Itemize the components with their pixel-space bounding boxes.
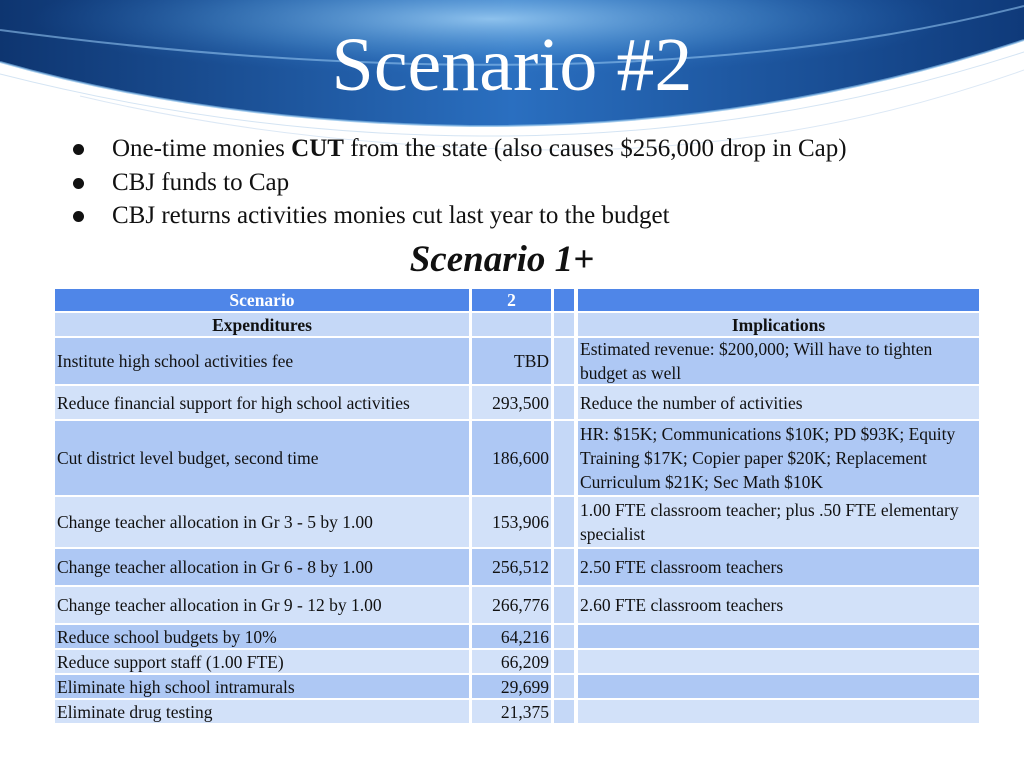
row-spacer — [554, 386, 574, 419]
table-header-row — [55, 289, 979, 311]
row-implication: Estimated revenue: $200,000; Will have to tighten budget as well — [578, 338, 979, 384]
row-spacer — [554, 338, 574, 384]
bullet-item — [68, 132, 998, 166]
bullet-item — [68, 199, 998, 233]
table-row — [55, 497, 979, 547]
row-implication — [578, 650, 979, 673]
column-implications: Implications — [578, 313, 979, 336]
row-implication: 1.00 FTE classroom teacher; plus .50 FTE elementary specialist — [578, 497, 979, 547]
bullet-item — [68, 166, 998, 200]
row-spacer — [554, 675, 574, 698]
table-row — [55, 675, 979, 698]
bullet-text: CBJ funds to Cap — [112, 168, 290, 196]
row-spacer — [554, 700, 574, 723]
row-spacer — [554, 587, 574, 623]
row-implication: HR: $15K; Communications $10K; PD $93K; Equity Training $17K; Copier paper $20K; Replacement Curriculum $21K; Sec Math $10K — [578, 421, 979, 495]
row-implication — [578, 700, 979, 723]
row-item: Change teacher allocation in Gr 3 - 5 by 1.00 — [55, 497, 469, 547]
table-subtitle: Scenario 1+ — [409, 239, 595, 280]
header-scenario: Scenario — [55, 289, 469, 311]
row-item: Reduce support staff (1.00 FTE) — [55, 650, 469, 673]
header-spacer — [554, 289, 574, 311]
bullet-dot-icon — [73, 178, 84, 189]
bullet-text-end: from the state (also causes $256,000 drop in Cap) — [343, 135, 847, 162]
row-spacer — [554, 650, 574, 673]
slide-title: Scenario #2 — [331, 23, 693, 107]
row-implication — [578, 625, 979, 648]
table-row — [55, 338, 979, 384]
row-amount: 256,512 — [472, 549, 551, 585]
column-spacer — [554, 313, 574, 336]
row-item: Change teacher allocation in Gr 9 - 12 by 1.00 — [55, 587, 469, 623]
row-spacer — [554, 497, 574, 547]
bullet-text: CBJ returns activities monies cut last year to the budget — [112, 202, 670, 229]
row-item: Cut district level budget, second time — [55, 421, 469, 495]
table-row — [55, 549, 979, 585]
row-spacer — [554, 549, 574, 585]
row-amount: 293,500 — [472, 386, 551, 419]
bullet-dot-icon — [73, 211, 84, 222]
row-item: Institute high school activities fee — [55, 338, 469, 384]
row-amount: 186,600 — [472, 421, 551, 495]
table-row — [55, 625, 979, 648]
table-row — [55, 700, 979, 723]
row-amount: 266,776 — [472, 587, 551, 623]
row-amount: 66,209 — [472, 650, 551, 673]
row-amount: 29,699 — [472, 675, 551, 698]
row-amount: 64,216 — [472, 625, 551, 648]
row-implication: 2.50 FTE classroom teachers — [578, 549, 979, 585]
row-amount: 21,375 — [472, 700, 551, 723]
row-item: Reduce school budgets by 10% — [55, 625, 469, 648]
row-amount: 153,906 — [472, 497, 551, 547]
row-item: Eliminate high school intramurals — [55, 675, 469, 698]
row-item: Eliminate drug testing — [55, 700, 469, 723]
header-scenario-number: 2 — [472, 289, 551, 311]
column-amount — [472, 313, 551, 336]
table-row — [55, 650, 979, 673]
row-amount: TBD — [472, 338, 551, 384]
row-implication: Reduce the number of activities — [578, 386, 979, 419]
table-row — [55, 587, 979, 623]
bullet-text: One-time monies — [112, 135, 292, 162]
column-expenditures: Expenditures — [55, 313, 469, 336]
header-blank — [578, 289, 979, 311]
budget-table — [55, 289, 979, 725]
bullet-bold-text: CUT — [291, 135, 344, 162]
table-subheader-row — [55, 313, 979, 336]
row-item: Change teacher allocation in Gr 6 - 8 by 1.00 — [55, 549, 469, 585]
bullet-dot-icon — [73, 144, 84, 155]
row-item: Reduce financial support for high school activities — [55, 386, 469, 419]
row-spacer — [554, 625, 574, 648]
row-implication: 2.60 FTE classroom teachers — [578, 587, 979, 623]
row-implication — [578, 675, 979, 698]
bullet-list — [68, 132, 998, 233]
table-row — [55, 421, 979, 495]
row-spacer — [554, 421, 574, 495]
table-row — [55, 386, 979, 419]
